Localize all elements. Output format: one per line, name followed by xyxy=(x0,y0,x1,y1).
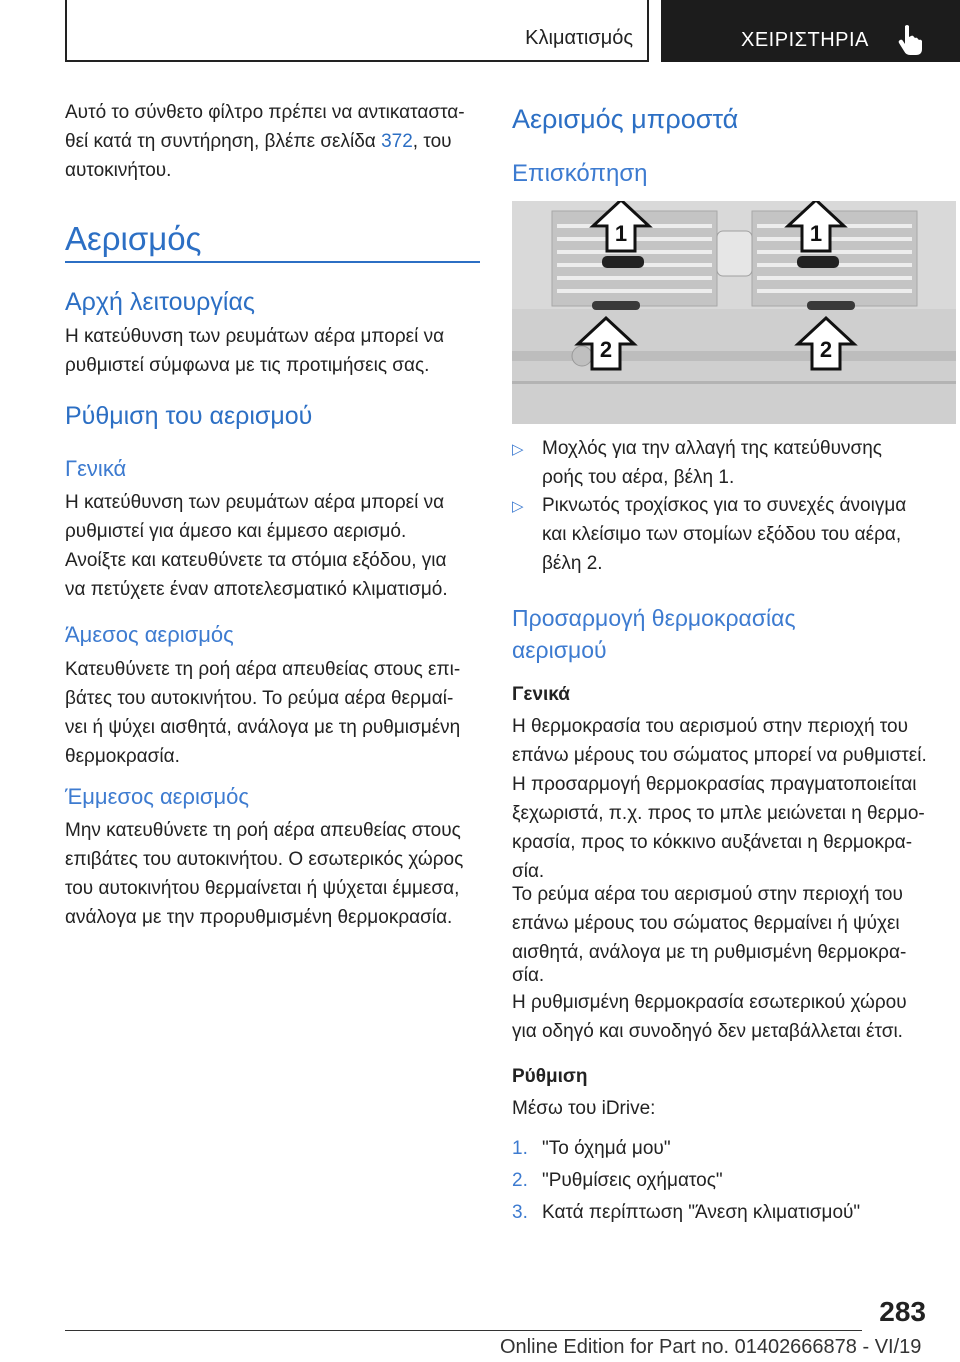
heading-ventilation-setting: Ρύθμιση του αερισμού xyxy=(65,402,313,430)
direct-line-4: θερμοκρασία. xyxy=(65,746,180,767)
indirect-line-2: επιβάτες του αυτοκινήτου. Ο εσωτερικός χώρος xyxy=(65,849,464,870)
footer-divider xyxy=(65,1330,862,1331)
principle-line-1: Η κατεύθυνση των ρευμάτων αέρα μπορεί να xyxy=(65,326,445,347)
triangle-bullet-icon: ▷ xyxy=(512,441,524,458)
edition-text: Online Edition for Part no. 01402666878 - VI/19 xyxy=(500,1336,922,1358)
heading-temp-general: Γενικά xyxy=(512,684,570,705)
triangle-bullet-icon: ▷ xyxy=(512,498,524,515)
direct-line-3: νει ή ψύχει αισθητά, ανάλογα με τη ρυθμισμένη xyxy=(65,717,461,738)
indirect-line-1: Μην κατευθύνετε τη ροή αέρα απευθείας στους xyxy=(65,820,461,841)
figure-label-2-right: 2 xyxy=(819,337,833,362)
page-reference-link[interactable]: 372 xyxy=(381,131,413,152)
figure-label-1-left: 1 xyxy=(614,221,628,246)
intro-line-2: θεί κατά τη συντήρηση, βλέπε σελίδα 372, του xyxy=(65,131,452,152)
temp-line-4: ξεχωριστά, π.χ. προς το μπλε μειώνεται η θερμο- xyxy=(512,803,925,824)
direct-line-2: βάτες του αυτοκινήτου. Το ρεύμα αέρα θερμαί- xyxy=(65,688,454,709)
temp-line-8: επάνω μέρους του σώματος θερμαίνει ή ψύχει xyxy=(512,913,900,934)
header-section-box xyxy=(661,0,960,62)
temp-line-5: κρασία, προς το κόκκινο αυξάνεται η θερμοκρα- xyxy=(512,832,913,853)
general-line-4: να πετύχετε έναν αποτελεσματικό κλιματισμό. xyxy=(65,579,448,600)
temp-line-12: για οδηγό και συνοδηγό δεν μεταβάλλεται έτσι. xyxy=(512,1021,903,1042)
heading-front-ventilation: Αερισμός μπροστά xyxy=(512,104,739,134)
heading-general: Γενικά xyxy=(65,456,127,481)
heading-divider xyxy=(65,261,480,263)
temp-line-2: επάνω μέρους του σώματος μπορεί να ρυθμιστεί. xyxy=(512,745,927,766)
principle-line-2: ρυθμιστεί σύμφωνα με τις προτιμήσεις σας. xyxy=(65,355,430,376)
heading-direct: Άμεσος αερισμός xyxy=(65,622,234,647)
indirect-line-4: ανάλογα με την προρυθμισμένη θερμοκρασία. xyxy=(65,907,453,928)
header-chapter-box xyxy=(65,0,649,62)
pointing-hand-icon xyxy=(893,22,927,56)
heading-indirect: Έμμεσος αερισμός xyxy=(65,784,249,809)
chapter-title: Κλιματισμός xyxy=(525,27,633,49)
temp-line-6: σία. xyxy=(512,861,545,882)
intro-line-3: αυτοκινήτου. xyxy=(65,160,172,181)
general-line-2: ρυθμιστεί για άμεσο και έμμεσο αερισμό. xyxy=(65,521,407,542)
heading-overview: Επισκόπηση xyxy=(512,160,648,187)
intro-line-1: Αυτό το σύνθετο φίλτρο πρέπει να αντικαταστα- xyxy=(65,102,465,123)
temp-line-3: Η προσαρμογή θερμοκρασίας πραγματοποιείται xyxy=(512,774,917,795)
temp-line-7: Το ρεύμα αέρα του αερισμού στην περιοχή του xyxy=(512,884,903,905)
page-number: 283 xyxy=(879,1296,926,1327)
vent-illustration xyxy=(512,201,956,424)
section-title: ΧΕΙΡΙΣΤΗΡΙΑ xyxy=(741,29,869,51)
direct-line-1: Κατευθύνετε τη ροή αέρα απευθείας στους επι- xyxy=(65,659,461,680)
temp-line-9: αισθητά, ανάλογα με τη ρυθμισμένη θερμοκρα- xyxy=(512,942,907,963)
heading-temperature-adjustment: Προσαρμογή θερμοκρασίας αερισμού xyxy=(512,605,796,663)
heading-principle: Αρχή λειτουργίας xyxy=(65,288,255,316)
temp-line-10: σία. xyxy=(512,965,545,986)
heading-setting: Ρύθμιση xyxy=(512,1066,588,1087)
setting-via-idrive: Μέσω του iDrive: xyxy=(512,1098,656,1119)
general-line-3: Ανοίξτε και κατευθύνετε τα στόμια εξόδου, για xyxy=(65,550,447,571)
figure-label-2-left: 2 xyxy=(599,337,613,362)
general-line-1: Η κατεύθυνση των ρευμάτων αέρα μπορεί να xyxy=(65,492,445,513)
temp-line-11: Η ρυθμισμένη θερμοκρασία εσωτερικού χώρου xyxy=(512,992,907,1013)
figure-label-1-right: 1 xyxy=(809,221,823,246)
indirect-line-3: του αυτοκινήτου θερμαίνεται ή ψύχεται έμμεσα, xyxy=(65,878,460,899)
section-heading-ventilation: Αερισμός xyxy=(65,220,202,257)
temp-line-1: Η θερμοκρασία του αερισμού στην περιοχή του xyxy=(512,716,908,737)
